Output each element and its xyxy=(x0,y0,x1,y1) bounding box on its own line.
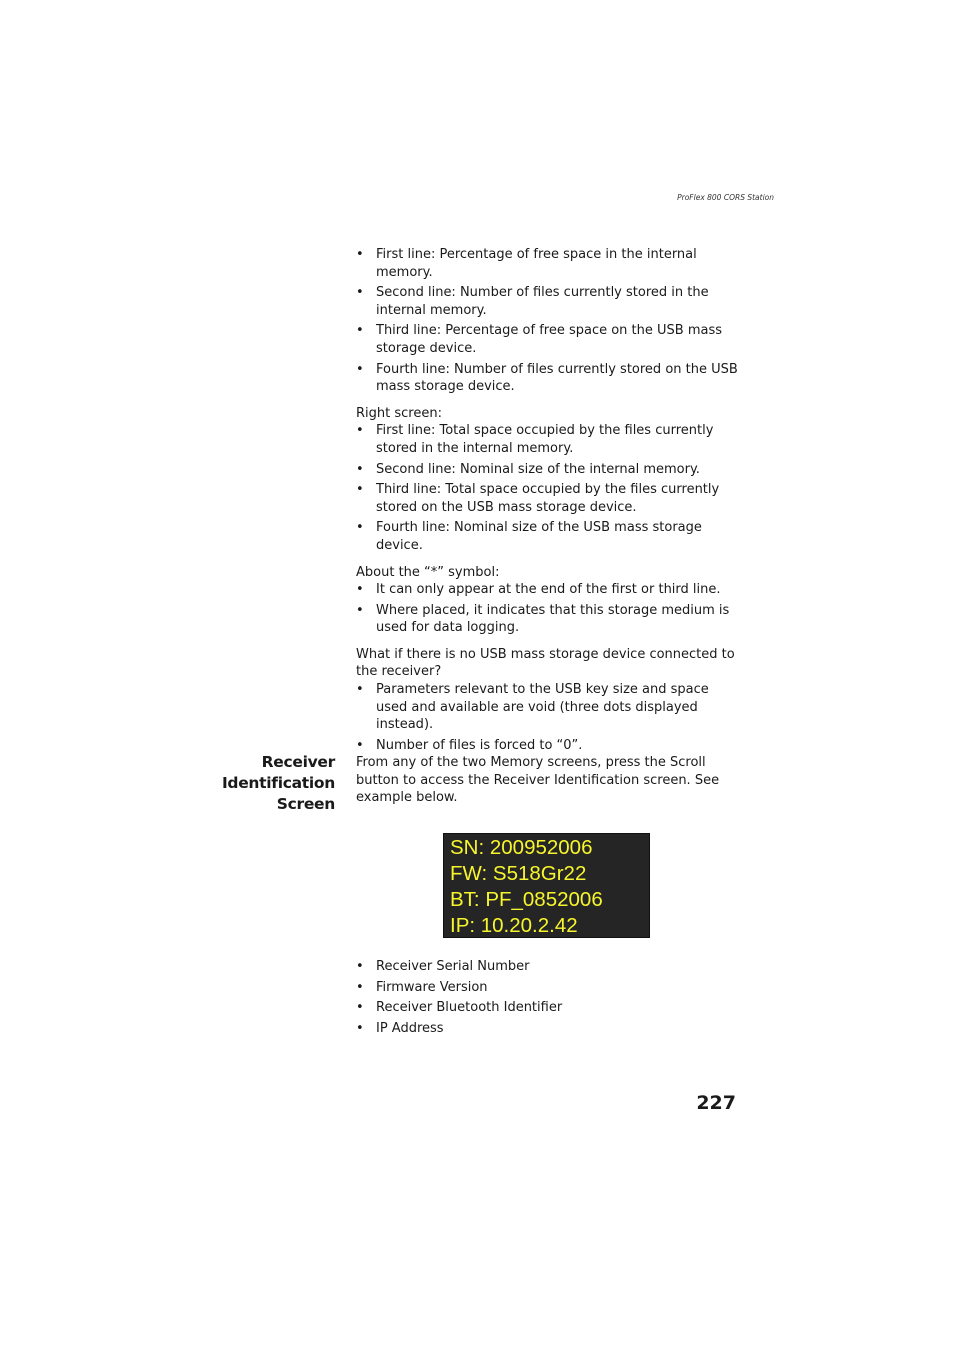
section-heading xyxy=(200,752,335,815)
lcd-ip-line: IP: 10.20.2.42 xyxy=(450,914,578,937)
section-heading-line: Identification xyxy=(221,774,335,792)
section-heading-line: Screen xyxy=(276,795,335,813)
section-intro: From any of the two Memory screens, press the Scroll button to access the Receiver Identification screen. See example below. xyxy=(356,755,720,806)
list-item: • First line: Total space occupied by the files currently stored in the internal memory. xyxy=(356,422,742,457)
lcd-serial-line: SN: 200952006 xyxy=(450,836,593,859)
list-item: • Number of files is forced to “0”. xyxy=(356,737,742,755)
section-heading-line: Receiver xyxy=(261,753,335,771)
no-usb-list xyxy=(356,681,742,754)
list-item: • Firmware Version xyxy=(356,979,742,997)
list-item: • It can only appear at the end of the first or third line. xyxy=(356,581,742,599)
right-screen-label: Right screen: xyxy=(356,405,442,421)
list-item: • Third line: Total space occupied by the files currently stored on the USB mass storage device. xyxy=(356,481,742,516)
list-item: • Receiver Serial Number xyxy=(356,958,742,976)
symbol-label: About the “*” symbol: xyxy=(356,564,500,580)
running-header: ProFlex 800 CORS Station xyxy=(677,193,774,202)
list-item: • Where placed, it indicates that this storage medium is used for data logging. xyxy=(356,602,742,637)
id-fields-list xyxy=(356,958,742,1037)
list-item: • IP Address xyxy=(356,1020,742,1038)
list-item: • Fourth line: Number of files currently stored on the USB mass storage device. xyxy=(356,361,742,396)
list-item: • Fourth line: Nominal size of the USB mass storage device. xyxy=(356,519,742,554)
list-item: • Third line: Percentage of free space on the USB mass storage device. xyxy=(356,322,742,357)
list-item: • Parameters relevant to the USB key size and space used and available are void (three dots displayed instead). xyxy=(356,681,742,734)
left-screen-list xyxy=(356,246,742,396)
list-item: • Receiver Bluetooth Identifier xyxy=(356,999,742,1017)
list-item: • Second line: Number of files currently stored in the internal memory. xyxy=(356,284,742,319)
lcd-firmware-line: FW: S518Gr22 xyxy=(450,862,587,885)
lcd-bluetooth-line: BT: PF_0852006 xyxy=(450,888,603,911)
main-content xyxy=(356,246,742,757)
list-item: • First line: Percentage of free space in the internal memory. xyxy=(356,246,742,281)
no-usb-question: What if there is no USB mass storage device connected to the receiver? xyxy=(356,646,735,680)
receiver-id-lcd-display xyxy=(443,833,650,938)
list-item: • Second line: Nominal size of the internal memory. xyxy=(356,461,742,479)
symbol-list xyxy=(356,581,742,637)
right-screen-list xyxy=(356,422,742,554)
page-number: 227 xyxy=(696,1092,736,1114)
